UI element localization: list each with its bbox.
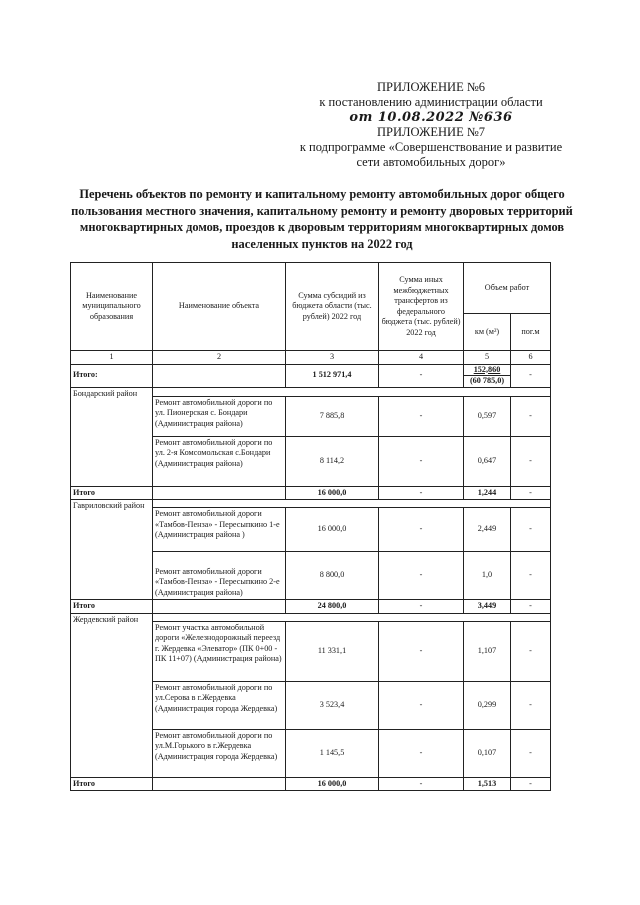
empty-cell [153, 486, 286, 500]
object-km: 1,0 [464, 552, 511, 600]
grand-total-label: Итого: [71, 364, 153, 387]
object-transfers: - [379, 729, 464, 777]
grand-total-pm: - [511, 364, 551, 387]
district-total-pm: - [511, 486, 551, 500]
header-volume: Объем работ [464, 263, 551, 314]
empty-cell [153, 600, 286, 614]
col-number: 2 [153, 351, 286, 365]
object-transfers: - [379, 681, 464, 729]
district-total-subsidy: 24 800,0 [286, 600, 379, 614]
district-row [71, 387, 551, 396]
grand-total-transfers: - [379, 364, 464, 387]
district-total-km: 3,449 [464, 600, 511, 614]
object-transfers: - [379, 396, 464, 436]
district-spacer [153, 500, 551, 508]
object-name: Ремонт автомобильной дороги по ул. 2-я Комсомольская с.Бондари (Администрация района) [153, 436, 286, 486]
empty-cell [153, 364, 286, 387]
header-object: Наименование объекта [153, 263, 286, 351]
district-total-km: 1,244 [464, 486, 511, 500]
object-subsidy: 11 331,1 [286, 621, 379, 681]
title-line: населенных пунктов на 2022 год [231, 236, 413, 251]
handwritten-date-number: от 10.08.2022 №636 [349, 110, 513, 125]
district-total-transfers: - [379, 777, 464, 791]
district-total-subsidy: 16 000,0 [286, 486, 379, 500]
district-name: Бондарский район [71, 387, 153, 486]
object-km: 0,647 [464, 436, 511, 486]
object-transfers: - [379, 508, 464, 552]
object-pm: - [511, 436, 551, 486]
grand-total-m2: (60 785,0) [469, 376, 505, 385]
subprogram-reference: к подпрограмме «Совершенствование и развитие [299, 140, 563, 154]
col-number: 1 [71, 351, 153, 365]
appendix-7-label: ПРИЛОЖЕНИЕ №7 [376, 125, 486, 139]
object-km: 0,107 [464, 729, 511, 777]
col-number: 5 [464, 351, 511, 365]
object-subsidy: 8 800,0 [286, 552, 379, 600]
header-km: км (м²) [464, 314, 511, 351]
object-subsidy: 7 885,8 [286, 396, 379, 436]
grand-total-row [71, 364, 551, 387]
header-subsidy: Сумма субсидий из бюджета области (тыс. рублей) 2022 год [286, 263, 379, 351]
object-name: Ремонт автомобильной дороги «Тамбов-Пенза» - Пересыпкино 1-е (Администрация района ) [153, 508, 286, 552]
object-pm: - [511, 396, 551, 436]
appendix-block [296, 80, 566, 170]
appendix-6-label: ПРИЛОЖЕНИЕ №6 [376, 80, 486, 94]
object-name: Ремонт автомобильной дороги «Тамбов-Пенза» - Пересыпкино 2-е (Администрация района) [153, 552, 286, 600]
district-total-km: 1,513 [464, 777, 511, 791]
district-row [71, 613, 551, 621]
object-pm: - [511, 552, 551, 600]
object-km: 2,449 [464, 508, 511, 552]
district-row [71, 500, 551, 508]
object-pm: - [511, 729, 551, 777]
district-spacer [153, 613, 551, 621]
object-transfers: - [379, 552, 464, 600]
district-total-label: Итого [71, 777, 153, 791]
district-total-transfers: - [379, 486, 464, 500]
title-line: Перечень объектов по ремонту и капитальному ремонту автомобильных дорог общего [79, 187, 565, 201]
district-total-pm: - [511, 777, 551, 791]
object-km: 0,597 [464, 396, 511, 436]
object-name: Ремонт автомобильной дороги по ул.М.Горького в г.Жердевка (Администрация города Жердевка) [153, 729, 286, 777]
object-subsidy: 8 114,2 [286, 436, 379, 486]
header-municipality: Наименование муниципального образования [71, 263, 153, 351]
object-km: 0,299 [464, 681, 511, 729]
document-title [60, 186, 584, 252]
district-total-row [71, 600, 551, 614]
col-number: 6 [511, 351, 551, 365]
district-total-row [71, 777, 551, 791]
grand-total-volume [464, 364, 511, 387]
object-km: 1,107 [464, 621, 511, 681]
object-subsidy: 16 000,0 [286, 508, 379, 552]
grand-total-km: 152,860 [464, 365, 510, 377]
header-transfers: Сумма иных межбюджетных трансфертов из федерального бюджета (тыс. рублей) 2022 год [379, 263, 464, 351]
object-name: Ремонт автомобильной дороги по ул.Серова в г.Жердевка (Администрация города Жердевка) [153, 681, 286, 729]
header-pm: пог.м [511, 314, 551, 351]
objects-table [70, 262, 551, 791]
district-total-label: Итого [71, 486, 153, 500]
subprogram-name: сети автомобильных дорог» [356, 155, 506, 169]
object-name: Ремонт автомобильной дороги по ул. Пионерская с. Бондари (Администрация района) [153, 396, 286, 436]
district-total-pm: - [511, 600, 551, 614]
object-pm: - [511, 621, 551, 681]
district-name: Жердевский район [71, 613, 153, 777]
district-name: Гавриловский район [71, 500, 153, 600]
table-header-row [71, 263, 551, 314]
district-spacer [153, 387, 551, 396]
col-number: 3 [286, 351, 379, 365]
object-transfers: - [379, 621, 464, 681]
object-pm: - [511, 681, 551, 729]
object-pm: - [511, 508, 551, 552]
col-number: 4 [379, 351, 464, 365]
district-total-label: Итого [71, 600, 153, 614]
object-subsidy: 1 145,5 [286, 729, 379, 777]
title-line: пользования местного значения, капитальному ремонту и ремонту дворовых территорий [71, 203, 573, 218]
object-name: Ремонт участка автомобильной дороги «Железнодорожный переезд г. Жердевка «Элеватор» (ПК 0+00 - ПК 11+07) (Администрация района) [153, 621, 286, 681]
column-number-row [71, 351, 551, 365]
district-total-row [71, 486, 551, 500]
district-total-subsidy: 16 000,0 [286, 777, 379, 791]
object-subsidy: 3 523,4 [286, 681, 379, 729]
grand-total-subsidy: 1 512 971,4 [286, 364, 379, 387]
empty-cell [153, 777, 286, 791]
object-transfers: - [379, 436, 464, 486]
district-total-transfers: - [379, 600, 464, 614]
resolution-reference: к постановлению администрации области [319, 95, 543, 109]
title-line: многоквартирных домов, проездов к дворовым территориям многоквартирных домов [79, 220, 565, 235]
